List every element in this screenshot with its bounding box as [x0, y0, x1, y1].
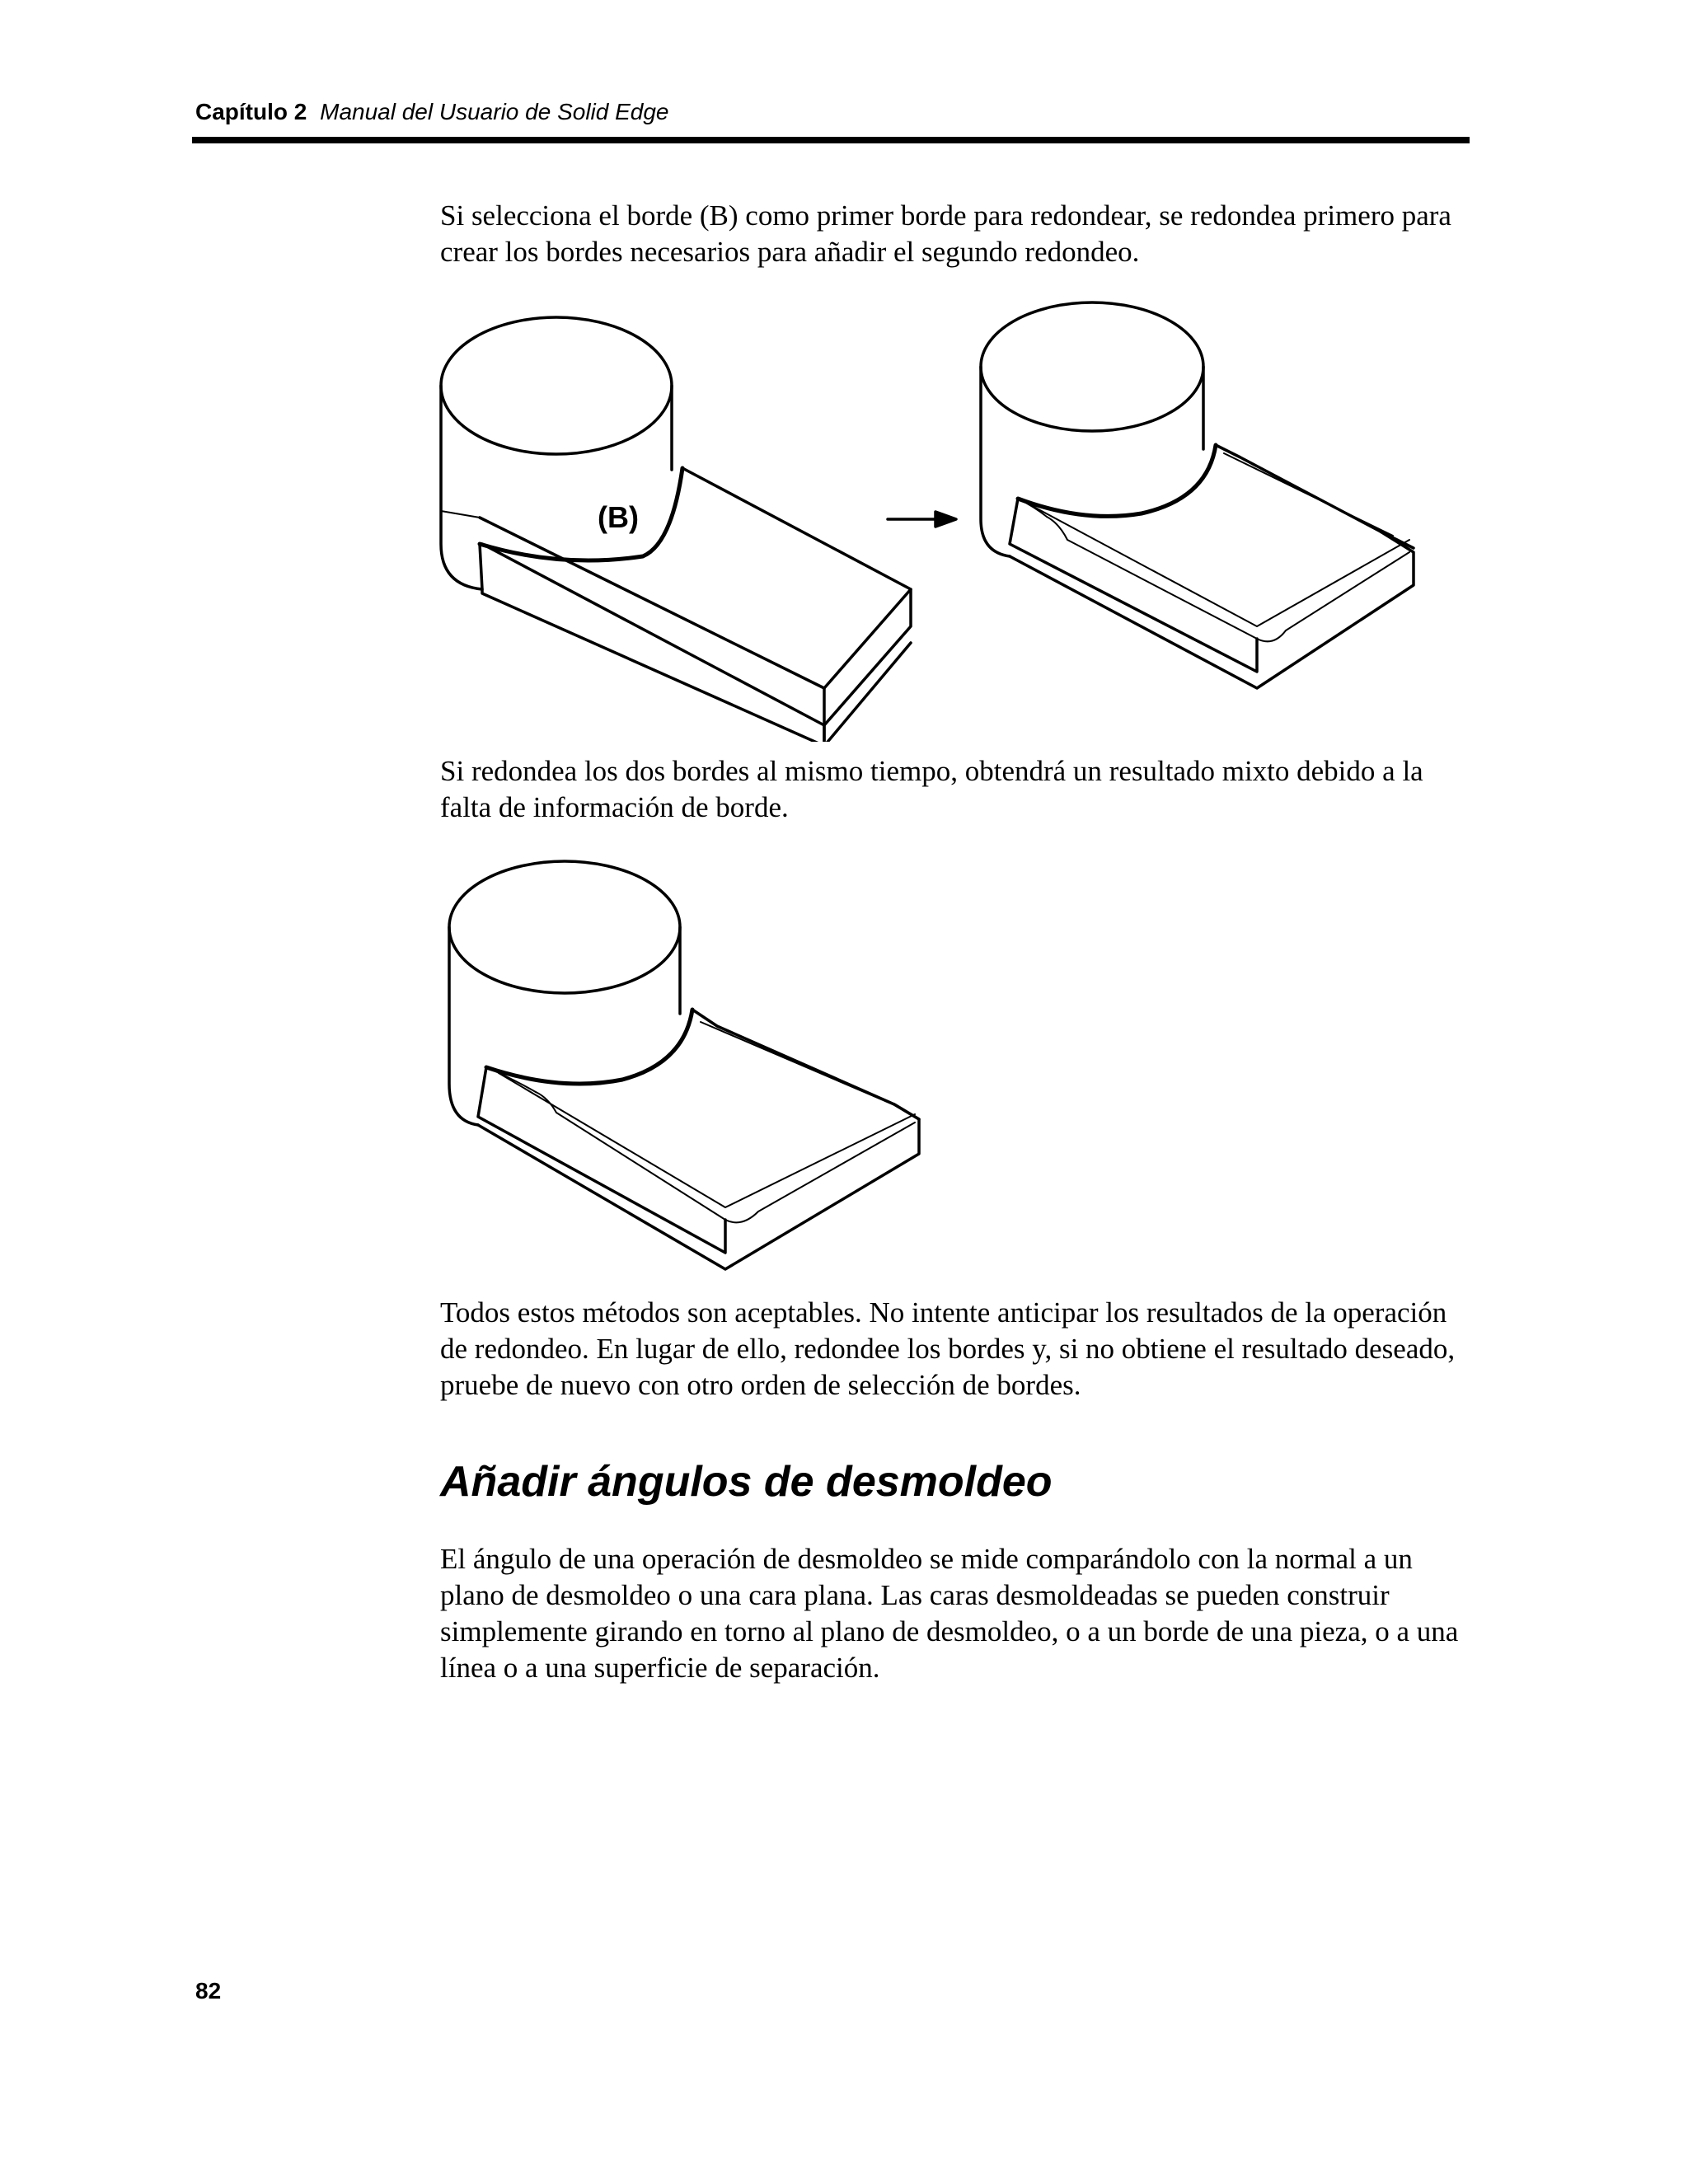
fillet-line-4 — [1257, 552, 1409, 641]
edge-b-label: (B) — [598, 500, 639, 534]
paragraph-1: Si selecciona el borde (B) como primer borde para redondear, se redondea primero para crear los bordes necesarios para añadir el segundo redondeo. — [440, 199, 1451, 268]
cylinder-cut-line — [441, 511, 480, 518]
figure-part-edge-b — [437, 313, 923, 742]
paragraph-3: Todos estos métodos son aceptables. No intente anticipar los resultados de la operación de redondeo. En lugar de ello, redondee los bordes y, si no obtiene el resultado deseado, pruebe de nuevo con otro orden de selección de bordes. — [440, 1296, 1456, 1401]
fillet-line-3 — [1224, 453, 1393, 536]
cylinder-top — [981, 302, 1203, 431]
block-top-back — [692, 1010, 919, 1119]
page-number: 82 — [195, 1978, 222, 2004]
edge-b — [480, 468, 682, 560]
cylinder-left-wall — [441, 386, 482, 589]
fillet-line-1 — [1026, 503, 1409, 626]
block-front — [1010, 499, 1257, 672]
paragraph-2: Si redondea los dos bordes al mismo tiempo, obtendrá un resultado mixto debido a la falta de información de borde. — [440, 755, 1423, 823]
block-base — [478, 1104, 919, 1269]
block-end-face — [824, 643, 911, 742]
figure-part-rounded-sequential — [977, 301, 1422, 696]
arrow-icon — [886, 507, 960, 532]
fillet-line-2 — [1047, 517, 1257, 639]
paragraph-4: El ángulo de una operación de desmoldeo se mide comparándolo con la normal a un plano de desmoldeo o una cara plana. Las caras desmoldeadas se pueden construir simplemente girando en torno al plano de desmoldeo, o a un borde de una pieza, o a una línea o a una superficie de separación. — [440, 1543, 1459, 1684]
chapter-label: Capítulo 2 — [195, 99, 307, 124]
cylinder-top — [449, 861, 680, 993]
block-top-back — [1216, 445, 1414, 548]
figure-part-rounded-simultaneous — [445, 857, 923, 1286]
running-header — [195, 99, 669, 125]
cylinder-left-wall — [449, 927, 478, 1125]
cylinder-top — [441, 317, 672, 454]
rounded-edge — [1018, 445, 1216, 516]
manual-title: Manual del Usuario de Solid Edge — [320, 99, 669, 124]
fillet-line-3 — [701, 1022, 903, 1108]
rounded-edge — [486, 1010, 692, 1084]
section-heading: Añadir ángulos de desmoldeo — [440, 1458, 1053, 1506]
block-base — [1010, 532, 1414, 688]
block-top-back-edge — [682, 468, 911, 589]
header-rule — [192, 137, 1470, 143]
block-front — [478, 1067, 725, 1253]
cylinder-left-wall — [981, 367, 1010, 556]
fillet-line-1 — [499, 1073, 915, 1207]
block-front-bottom — [482, 589, 824, 742]
